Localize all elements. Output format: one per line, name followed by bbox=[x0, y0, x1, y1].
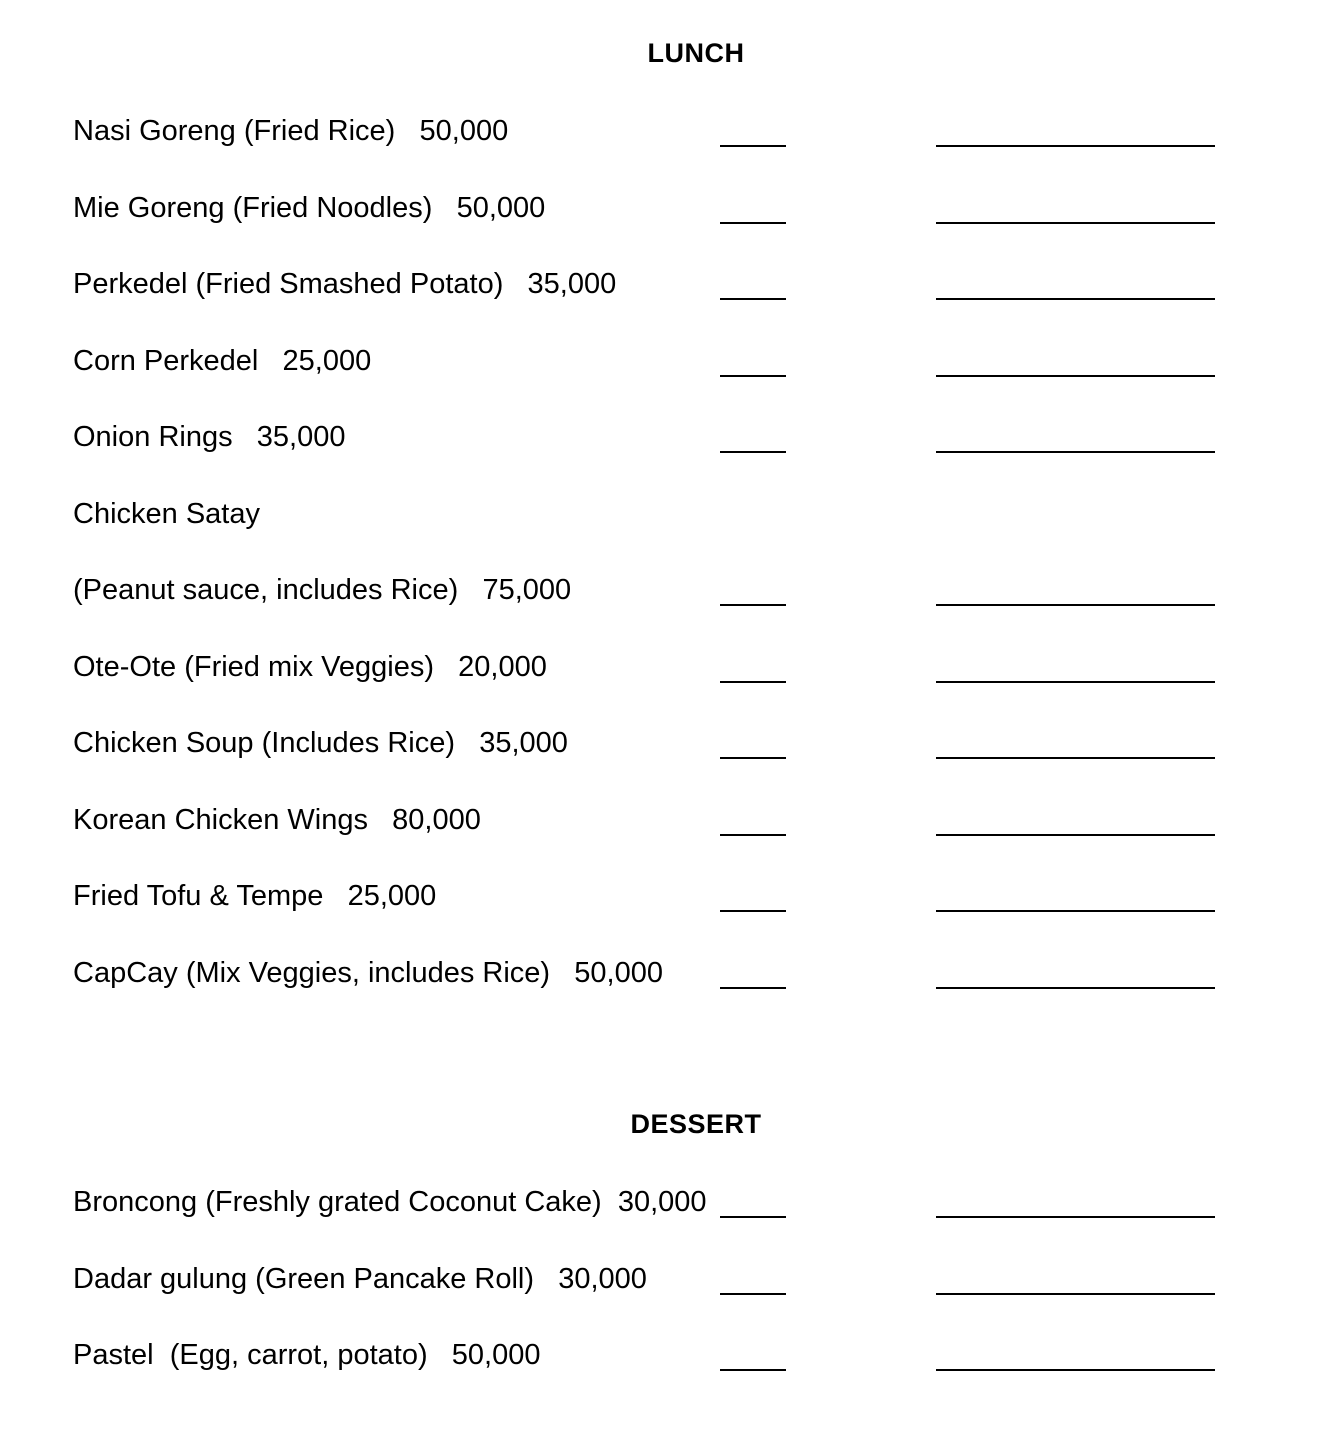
notes-blank[interactable] bbox=[936, 757, 1215, 759]
quantity-blank[interactable] bbox=[720, 757, 786, 759]
menu-row bbox=[0, 417, 1329, 457]
item-name: Mie Goreng (Fried Noodles) bbox=[73, 192, 433, 224]
quantity-blank[interactable] bbox=[720, 222, 786, 224]
quantity-blank[interactable] bbox=[720, 987, 786, 989]
item-price: 80,000 bbox=[392, 804, 481, 836]
item-price: 50,000 bbox=[419, 115, 509, 147]
item-price: 50,000 bbox=[456, 192, 546, 224]
item-name: Dadar gulung (Green Pancake Roll) bbox=[73, 1263, 535, 1295]
item-name: (Peanut sauce, includes Rice) bbox=[73, 574, 459, 606]
menu-row bbox=[0, 1182, 1329, 1222]
notes-blank[interactable] bbox=[936, 604, 1215, 606]
menu-row bbox=[0, 188, 1329, 228]
item-price: 50,000 bbox=[451, 1339, 541, 1371]
item-name: Corn Perkedel bbox=[73, 345, 259, 377]
quantity-blank[interactable] bbox=[720, 1293, 786, 1295]
item-name: Fried Tofu & Tempe bbox=[73, 880, 324, 912]
menu-row bbox=[0, 723, 1329, 763]
item-price: 25,000 bbox=[282, 345, 372, 377]
notes-blank[interactable] bbox=[936, 1293, 1215, 1295]
item-name: Chicken Satay bbox=[73, 498, 260, 530]
quantity-blank[interactable] bbox=[720, 375, 786, 377]
item-name: CapCay (Mix Veggies, includes Rice) bbox=[73, 957, 551, 989]
notes-blank[interactable] bbox=[936, 298, 1215, 300]
menu-row bbox=[0, 264, 1329, 304]
menu-row bbox=[0, 800, 1329, 840]
item-price: 75,000 bbox=[482, 574, 572, 606]
menu-row bbox=[0, 647, 1329, 687]
menu-row bbox=[0, 1259, 1329, 1299]
quantity-blank[interactable] bbox=[720, 604, 786, 606]
item-price: 35,000 bbox=[479, 727, 568, 759]
item-name: Chicken Soup (Includes Rice) bbox=[73, 727, 456, 759]
item-price: 35,000 bbox=[527, 268, 617, 300]
item-price: 50,000 bbox=[574, 957, 663, 989]
notes-blank[interactable] bbox=[936, 1216, 1215, 1218]
menu-row bbox=[0, 1335, 1329, 1375]
menu-row bbox=[0, 570, 1329, 610]
quantity-blank[interactable] bbox=[720, 1369, 786, 1371]
notes-blank[interactable] bbox=[936, 451, 1215, 453]
menu-row bbox=[0, 494, 1329, 534]
item-price: 20,000 bbox=[458, 651, 547, 683]
item-price: 30,000 bbox=[558, 1263, 647, 1295]
menu-row bbox=[0, 953, 1329, 993]
item-name: Nasi Goreng (Fried Rice) bbox=[73, 115, 396, 147]
item-name: Pastel (Egg, carrot, potato) bbox=[73, 1339, 428, 1371]
menu-row bbox=[0, 111, 1329, 151]
item-price: 35,000 bbox=[256, 421, 346, 453]
item-name: Ote-Ote (Fried mix Veggies) bbox=[73, 651, 434, 683]
item-name: Onion Rings bbox=[73, 421, 233, 453]
item-name: Korean Chicken Wings bbox=[73, 804, 368, 836]
item-name: Perkedel (Fried Smashed Potato) bbox=[73, 268, 504, 300]
menu-row bbox=[0, 876, 1329, 916]
notes-blank[interactable] bbox=[936, 222, 1215, 224]
item-price: 30,000 bbox=[617, 1186, 707, 1218]
notes-blank[interactable] bbox=[936, 375, 1215, 377]
notes-blank[interactable] bbox=[936, 681, 1215, 683]
quantity-blank[interactable] bbox=[720, 681, 786, 683]
quantity-blank[interactable] bbox=[720, 298, 786, 300]
quantity-blank[interactable] bbox=[720, 451, 786, 453]
notes-blank[interactable] bbox=[936, 1369, 1215, 1371]
item-price: 25,000 bbox=[347, 880, 437, 912]
notes-blank[interactable] bbox=[936, 145, 1215, 147]
item-name: Broncong (Freshly grated Coconut Cake) bbox=[73, 1186, 602, 1218]
quantity-blank[interactable] bbox=[720, 834, 786, 836]
lunch-heading: LUNCH bbox=[647, 38, 745, 68]
quantity-blank[interactable] bbox=[720, 910, 786, 912]
dessert-heading: DESSERT bbox=[630, 1109, 762, 1139]
notes-blank[interactable] bbox=[936, 834, 1215, 836]
quantity-blank[interactable] bbox=[720, 1216, 786, 1218]
quantity-blank[interactable] bbox=[720, 145, 786, 147]
notes-blank[interactable] bbox=[936, 910, 1215, 912]
menu-row bbox=[0, 341, 1329, 381]
notes-blank[interactable] bbox=[936, 987, 1215, 989]
